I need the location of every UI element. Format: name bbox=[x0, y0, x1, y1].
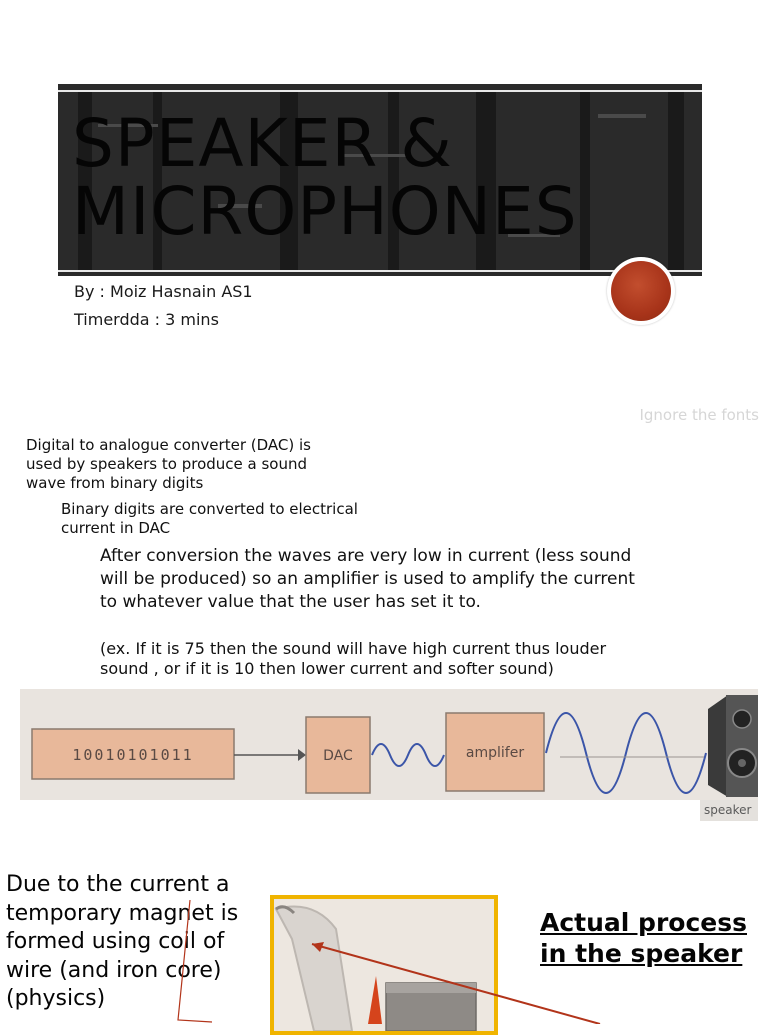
dac-conversion-text: Binary digits are converted to electrical current in DAC bbox=[61, 500, 358, 537]
slide-title: SPEAKER & MICROPHONES bbox=[72, 105, 578, 250]
timer-line: Timerdda : 3 mins bbox=[74, 310, 219, 329]
amplifier-label: amplifer bbox=[465, 745, 525, 761]
author-line: By : Moiz Hasnain AS1 bbox=[74, 282, 253, 301]
speaker-label: speaker bbox=[704, 803, 752, 817]
binary-label: 10010101011 bbox=[72, 746, 194, 764]
dac-label: DAC bbox=[323, 748, 353, 764]
amplifier-text: After conversion the waves are very low in current (less sound will be produced) so an amplifier is used to amplify the current to whatever value that the user has set it to. bbox=[100, 546, 635, 612]
actual-process-heading: Actual process in the speaker bbox=[540, 908, 747, 968]
font-note: Ignore the fonts bbox=[639, 406, 759, 424]
coil-bracket-line bbox=[178, 900, 212, 1022]
dac-intro-text: Digital to analogue converter (DAC) is used by speakers to produce a sound wave from binary digits bbox=[26, 436, 311, 492]
volume-example-text: (ex. If it is 75 then the sound will have high current thus louder sound , or if it is 10 then lower current and softer sound) bbox=[100, 639, 607, 678]
red-pointer-icon bbox=[368, 976, 382, 1024]
temporary-magnet-text: Due to the current a temporary magnet is formed using coil of wire (and iron core) (physics) bbox=[6, 872, 239, 1011]
pointer-arrow-line bbox=[312, 944, 600, 1024]
